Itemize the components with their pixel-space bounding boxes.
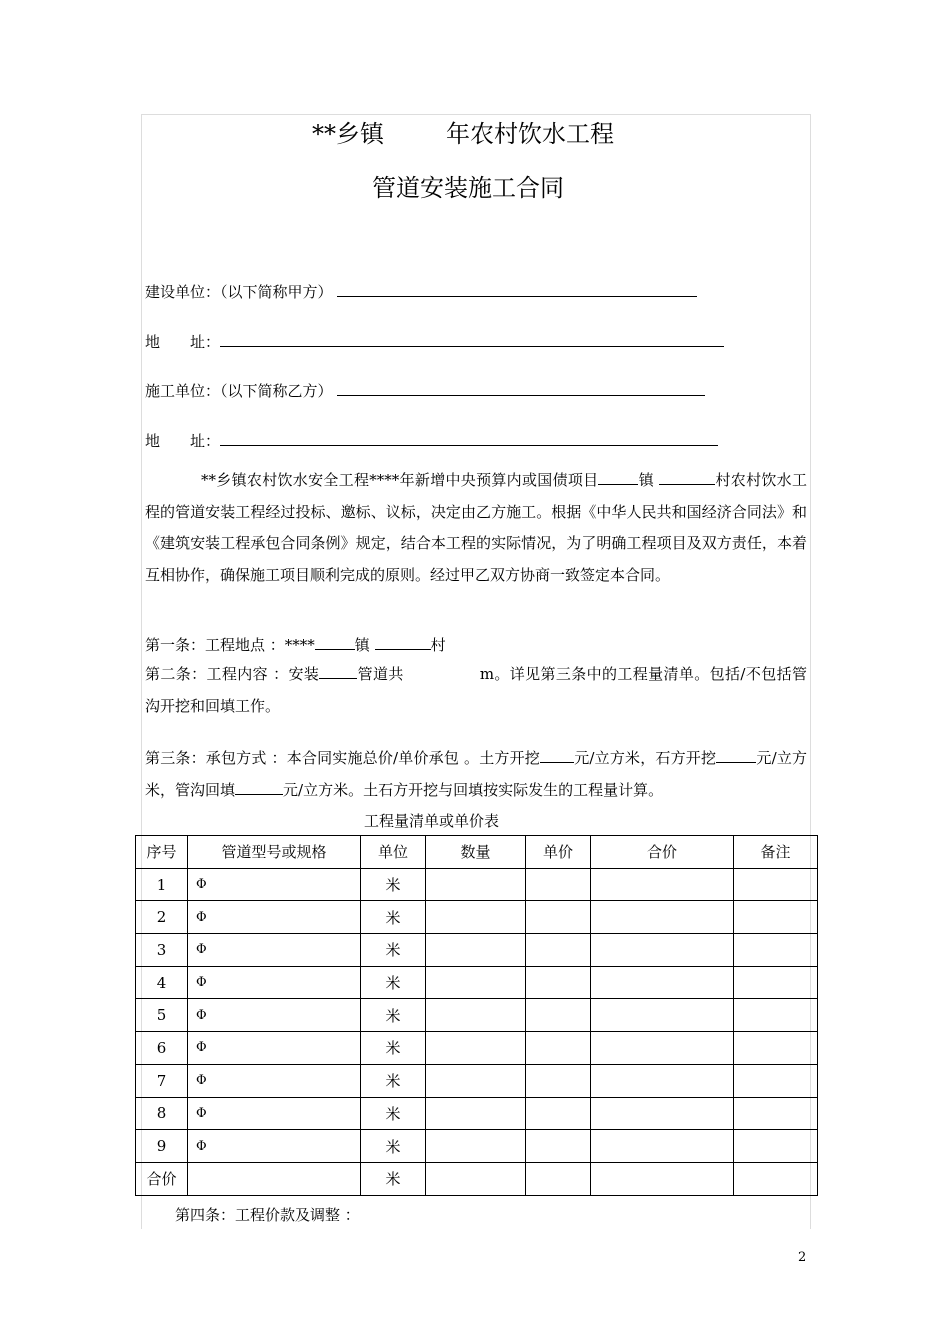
row-number-cell: 5: [136, 999, 188, 1032]
field-contractor-address: [145, 430, 718, 451]
title-line2: 管道安装施工合同: [372, 174, 564, 202]
title-part-a: **乡镇: [312, 120, 384, 148]
intro-text: 村农村饮水工程的管道安装工程经过投标、邀标、议标，决定由乙方施工。根据《中华人民共和国经济合同法》和《建筑安装工程承包合同条例》规定，结合本工程的实际情况，为了明确工程项目及双方责任，本着互相协作，确保施工项目顺利完成的原则。经过甲乙双方协商一致签定本合同。: [145, 471, 807, 584]
article-text: 第二条：工程内容 ：安装: [145, 665, 320, 683]
spec-cell: Φ: [188, 1064, 361, 1097]
table-caption: 工程量清单或单价表: [364, 812, 500, 830]
table-row: [136, 1130, 818, 1163]
table-row: [136, 1097, 818, 1130]
blank-line[interactable]: [375, 635, 431, 650]
remarks-cell[interactable]: [734, 1130, 818, 1163]
remarks-cell[interactable]: [734, 934, 818, 967]
spec-cell: Φ: [188, 966, 361, 999]
total-price-cell[interactable]: [591, 1130, 734, 1163]
quantity-cell[interactable]: [426, 1032, 526, 1065]
field-label: 地 址：: [145, 333, 221, 351]
table-row: [136, 1064, 818, 1097]
spec-cell: Φ: [188, 868, 361, 901]
table-header-row: [136, 836, 818, 869]
unit-cell: 米: [361, 999, 426, 1032]
article-text: 村: [430, 636, 446, 654]
unit-cell: 米: [361, 1130, 426, 1163]
quantity-cell[interactable]: [426, 934, 526, 967]
blank-line[interactable]: [315, 635, 355, 650]
blank-line[interactable]: [220, 332, 724, 347]
remarks-cell[interactable]: [734, 901, 818, 934]
blank-line[interactable]: [319, 664, 357, 679]
quantity-cell[interactable]: [426, 1162, 526, 1195]
blank-line[interactable]: [540, 748, 574, 763]
intro-paragraph: [145, 465, 807, 591]
remarks-cell[interactable]: [734, 1064, 818, 1097]
row-number-cell: 6: [136, 1032, 188, 1065]
spec-cell: Φ: [188, 1130, 361, 1163]
table-row: [136, 1032, 818, 1065]
header-cell: 单价: [526, 836, 591, 869]
remarks-cell[interactable]: [734, 999, 818, 1032]
unit-price-cell[interactable]: [526, 901, 591, 934]
article-text: 元/立方米，石方开挖: [574, 749, 717, 767]
total-price-cell[interactable]: [591, 901, 734, 934]
unit-cell: 米: [361, 934, 426, 967]
quantity-price-table: [135, 835, 818, 1196]
quantity-cell[interactable]: [426, 999, 526, 1032]
row-number-cell: 8: [136, 1097, 188, 1130]
unit-price-cell[interactable]: [526, 1097, 591, 1130]
table-row: [136, 966, 818, 999]
header-cell: 数量: [426, 836, 526, 869]
row-number-cell: 9: [136, 1130, 188, 1163]
unit-cell: 米: [361, 868, 426, 901]
remarks-cell[interactable]: [734, 1097, 818, 1130]
field-label: 地 址：: [145, 432, 221, 450]
article-4: 第四条：工程价款及调整 ：: [175, 1206, 360, 1224]
intro-text: **乡镇农村饮水安全工程****年新增中央预算内或国债项目: [201, 471, 599, 489]
total-price-cell[interactable]: [591, 1064, 734, 1097]
intro-text: 镇: [638, 471, 655, 489]
article-text: 元/立方米，管沟回填: [145, 749, 808, 799]
quantity-cell[interactable]: [426, 1064, 526, 1097]
quantity-cell[interactable]: [426, 1130, 526, 1163]
unit-price-cell[interactable]: [526, 1064, 591, 1097]
unit-cell: 米: [361, 901, 426, 934]
total-price-cell[interactable]: [591, 1097, 734, 1130]
article-text: 第三条：承包方式 ：本合同实施总价/单价承包 。土方开挖: [145, 749, 540, 767]
quantity-cell[interactable]: [426, 868, 526, 901]
header-cell: 管道型号或规格: [188, 836, 361, 869]
spec-cell: Φ: [188, 999, 361, 1032]
remarks-cell[interactable]: [734, 868, 818, 901]
unit-cell: 米: [361, 1162, 426, 1195]
blank-line[interactable]: [235, 780, 283, 795]
spec-cell: Φ: [188, 934, 361, 967]
quantity-cell[interactable]: [426, 901, 526, 934]
unit-cell: 米: [361, 1097, 426, 1130]
header-cell: 合价: [591, 836, 734, 869]
table-row: [136, 999, 818, 1032]
spec-cell: Φ: [188, 901, 361, 934]
field-label: 建设单位：（以下简称甲方）: [145, 283, 333, 301]
unit-cell: 米: [361, 1032, 426, 1065]
unit-cell: 米: [361, 966, 426, 999]
article-1: [145, 634, 446, 655]
article-2: [145, 659, 807, 722]
blank-line[interactable]: [337, 381, 705, 396]
header-cell: 备注: [734, 836, 818, 869]
unit-cell: 米: [361, 1064, 426, 1097]
header-cell: 单位: [361, 836, 426, 869]
table-row: [136, 868, 818, 901]
spec-cell: Φ: [188, 1032, 361, 1065]
blank-line[interactable]: [598, 470, 638, 485]
blank-line[interactable]: [220, 431, 718, 446]
article-text: 元/立方米。土石方开挖与回填按实际发生的工程量计算。: [283, 780, 664, 799]
total-price-cell[interactable]: [591, 868, 734, 901]
row-number-cell: 7: [136, 1064, 188, 1097]
field-label: 施工单位：（以下简称乙方）: [145, 382, 333, 400]
table-row: [136, 901, 818, 934]
unit-price-cell[interactable]: [526, 1162, 591, 1195]
article-text: m。详见第三条中的工程量清单。包括/不包括管沟开挖和回填工作。: [145, 665, 807, 715]
unit-price-cell[interactable]: [526, 868, 591, 901]
row-number-cell: 2: [136, 901, 188, 934]
row-number-cell: 合价: [136, 1162, 188, 1195]
blank-line[interactable]: [716, 748, 756, 763]
unit-price-cell[interactable]: [526, 1032, 591, 1065]
article-text: 镇: [354, 636, 370, 654]
row-number-cell: 3: [136, 934, 188, 967]
unit-price-cell[interactable]: [526, 1130, 591, 1163]
spec-cell: [188, 1162, 361, 1195]
field-client-address: [145, 331, 724, 352]
quantity-cell[interactable]: [426, 966, 526, 999]
unit-price-cell[interactable]: [526, 999, 591, 1032]
total-price-cell[interactable]: [591, 1032, 734, 1065]
field-contractor: [145, 380, 705, 401]
total-price-cell[interactable]: [591, 966, 734, 999]
spec-cell: Φ: [188, 1097, 361, 1130]
unit-price-cell[interactable]: [526, 966, 591, 999]
article-3: [145, 743, 807, 806]
remarks-cell[interactable]: [734, 966, 818, 999]
row-number-cell: 1: [136, 868, 188, 901]
header-cell: 序号: [136, 836, 188, 869]
page-number: 2: [798, 1250, 807, 1265]
title-line1: [312, 114, 614, 149]
total-price-cell[interactable]: [591, 999, 734, 1032]
table-row: [136, 1162, 818, 1195]
unit-price-cell[interactable]: [526, 934, 591, 967]
remarks-cell[interactable]: [734, 1032, 818, 1065]
blank-line[interactable]: [659, 470, 715, 485]
table-row: [136, 934, 818, 967]
article-text: 第一条：工程地点 ：****: [145, 636, 315, 654]
title-part-b: 年农村饮水工程: [446, 120, 614, 148]
blank-line[interactable]: [337, 282, 697, 297]
remarks-cell[interactable]: [734, 1162, 818, 1195]
quantity-cell[interactable]: [426, 1097, 526, 1130]
field-client: [145, 281, 697, 302]
row-number-cell: 4: [136, 966, 188, 999]
article-text: 管道共: [357, 665, 404, 683]
total-price-cell[interactable]: [591, 934, 734, 967]
total-price-cell[interactable]: [591, 1162, 734, 1195]
